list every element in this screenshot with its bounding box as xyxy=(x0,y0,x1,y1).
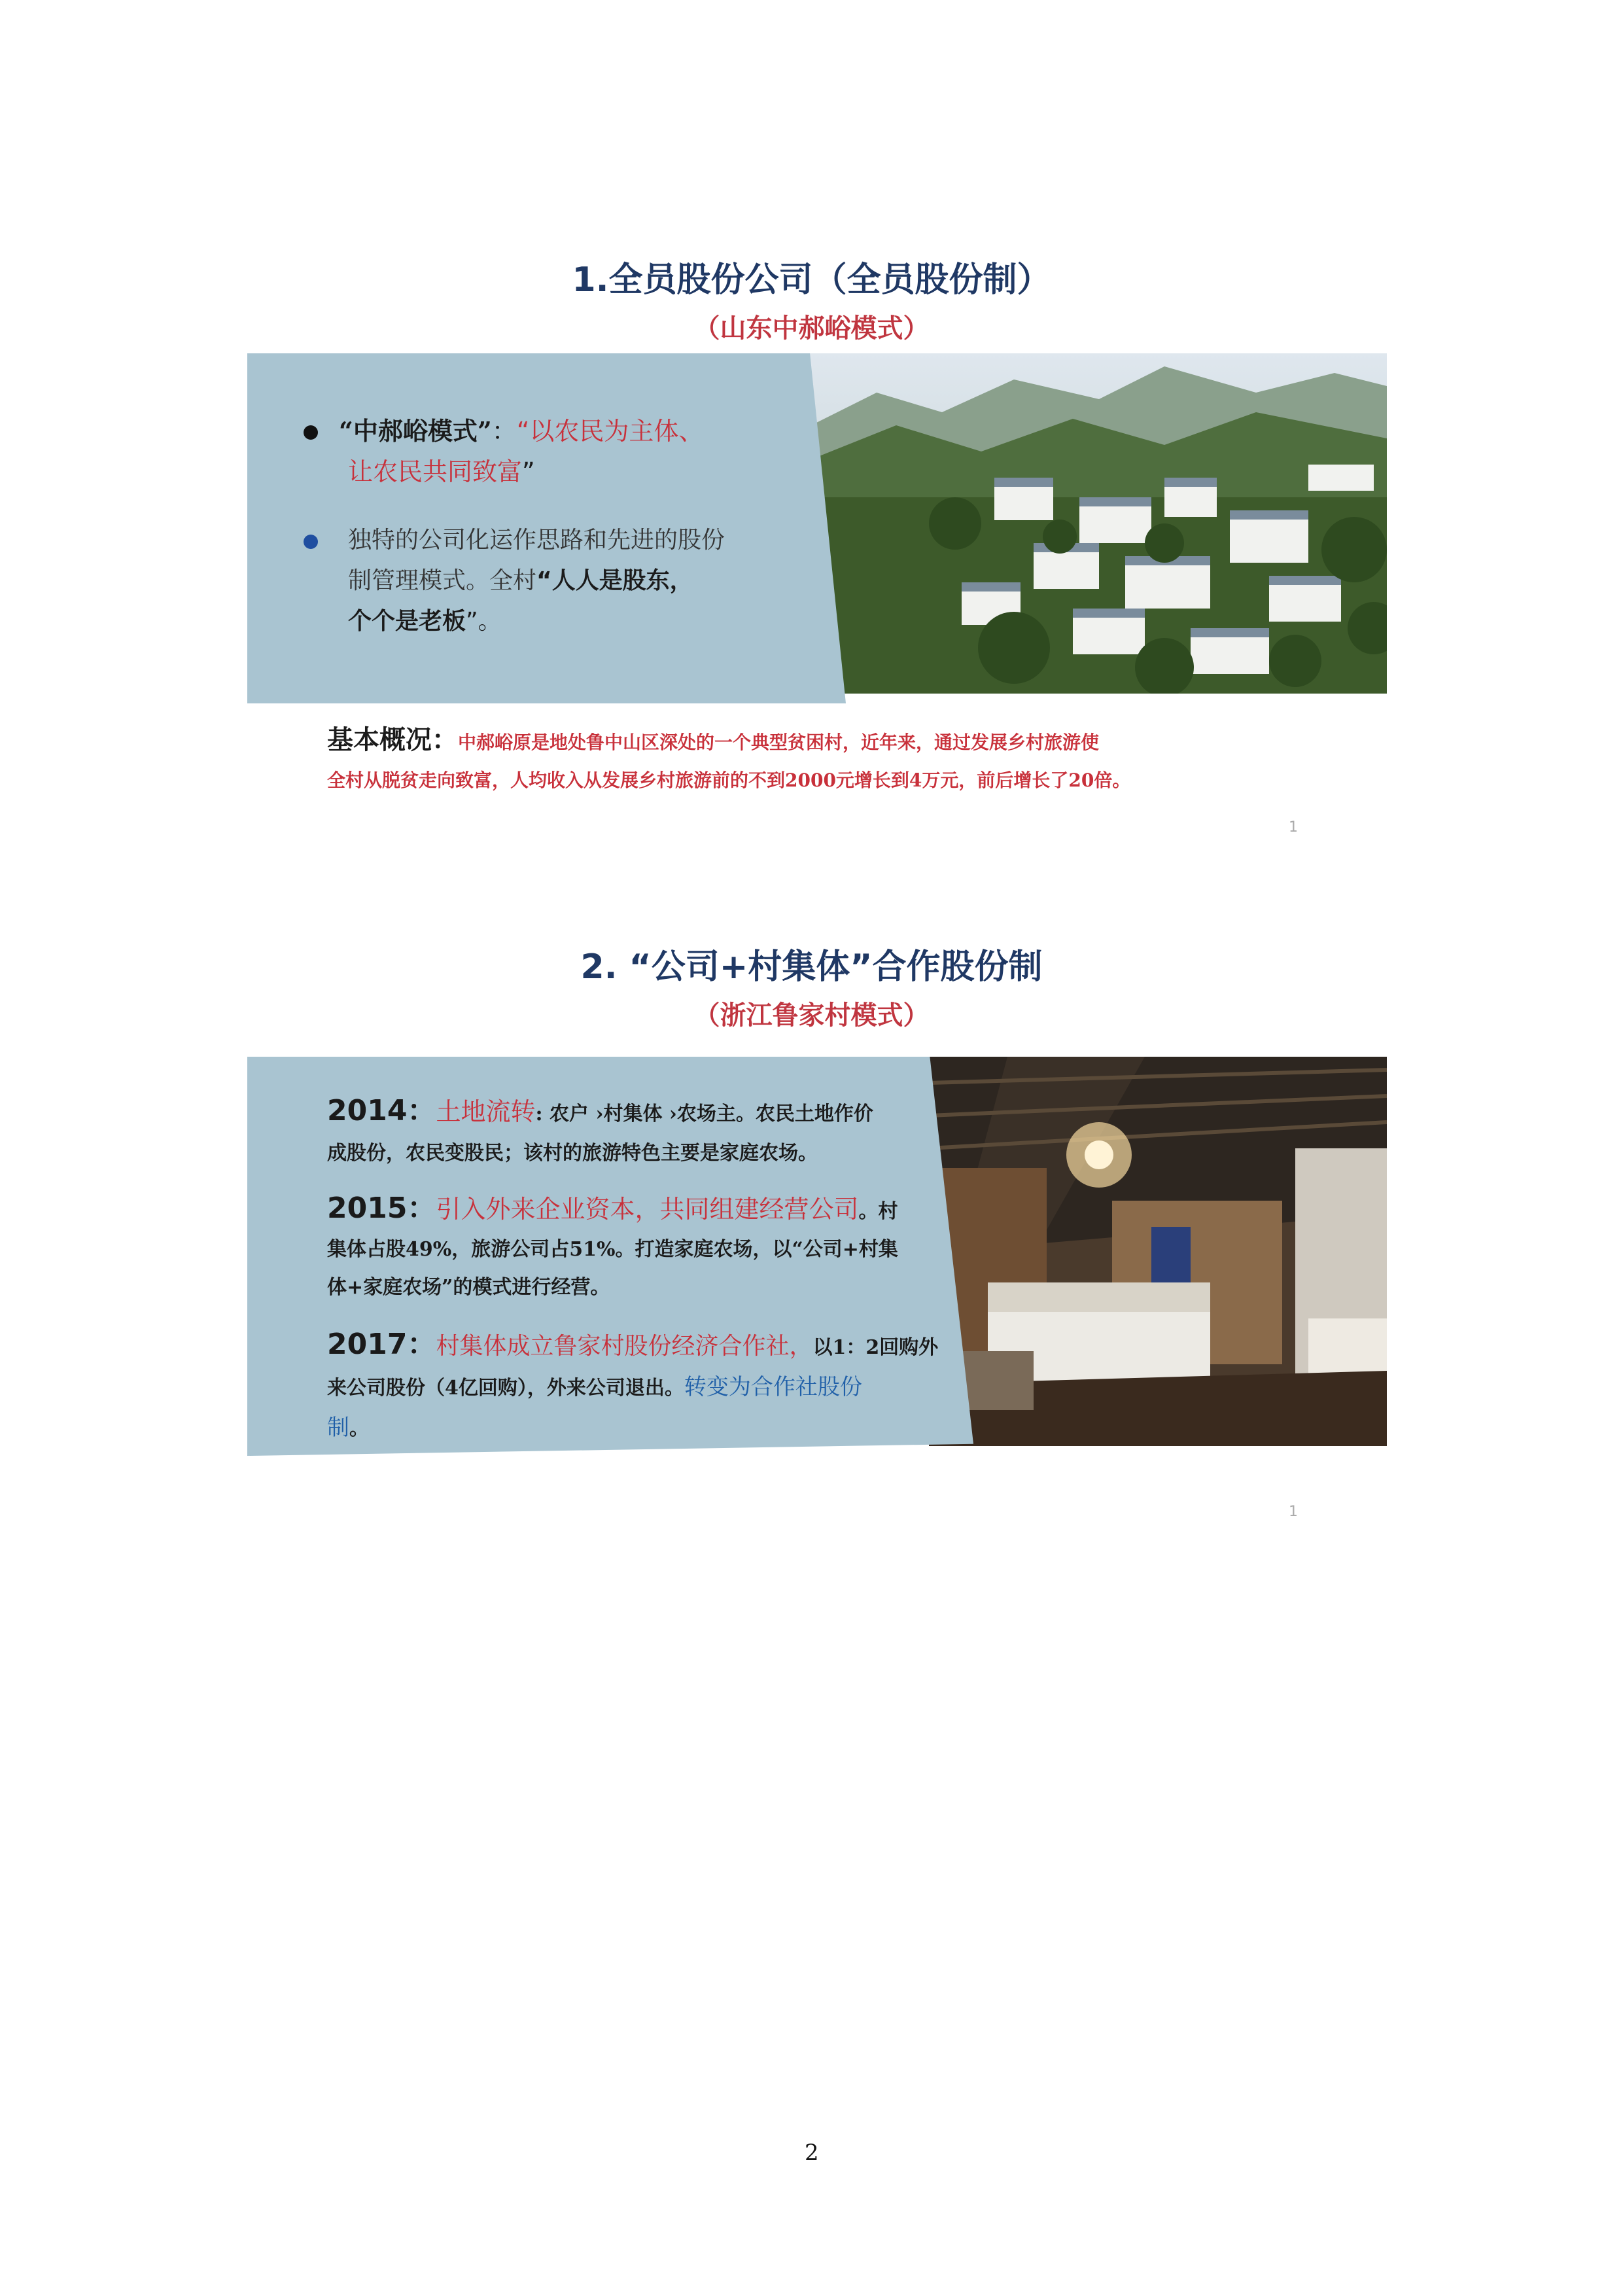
interior-photo xyxy=(929,1057,1387,1446)
overview-line2: 全村从脱贫走向致富，人均收入从发展乡村旅游前的不到2000元增长到4万元，前后增长了20倍。 xyxy=(327,769,1131,791)
slide1-page-number: 1 xyxy=(1289,819,1298,836)
village-photo xyxy=(798,353,1387,694)
entry-2017-line1: 以1：2回购外 xyxy=(812,1336,939,1359)
bullet1-quote-line2: 让农民共同致富 xyxy=(348,457,523,486)
entry-2015-line1: 。村 xyxy=(858,1200,898,1223)
bullet2-quote-line2: 个个是老板 xyxy=(348,608,466,635)
introduce-capital: 引入外来企业资本，共同组建经营公司 xyxy=(436,1195,859,1224)
entry-2017-line2: 来公司股份（4亿回购），外来公司退出。 xyxy=(327,1377,684,1400)
entry-2014-line2: 成股份，农民变股民；该村的旅游特色主要是家庭农场。 xyxy=(327,1142,818,1165)
year-2014: 2014： xyxy=(327,1094,436,1127)
slide2-subtitle: （浙江鲁家村模式） xyxy=(693,1000,930,1031)
slide1-subtitle: （山东中郝峪模式） xyxy=(693,313,930,344)
page-footer-number: 2 xyxy=(805,2140,819,2166)
bullet2-quote-line1: “人人是股东， xyxy=(536,567,693,594)
bullet-dot-icon xyxy=(304,425,318,440)
land-transfer: 土地流转 xyxy=(436,1097,536,1126)
bullet-2 xyxy=(319,520,816,642)
bullet1-quote-line1: “以农民为主体、 xyxy=(516,417,704,446)
year-2017: 2017： xyxy=(327,1328,436,1361)
bullet1-model-name: “中郝峪模式” xyxy=(339,416,492,446)
slide2-title: 2. “公司+村集体”合作股份制 xyxy=(580,947,1043,987)
timeline-2015 xyxy=(327,1190,981,1307)
cooperative-founded: 村集体成立鲁家村股份经济合作社， xyxy=(436,1333,813,1360)
bullet2-quote-end: ”。 xyxy=(466,608,502,635)
entry-2015-line3: 体+家庭农场”的模式进行经营。 xyxy=(327,1276,610,1299)
entry-2015-line2: 集体占股49%，旅游公司占51%。打造家庭农场，以“公司+村集 xyxy=(327,1238,898,1261)
bullet-1 xyxy=(319,411,816,492)
entry-2014-line1: : 农户 ›村集体 ›农场主。农民土地作价 xyxy=(535,1103,873,1125)
entry-2017-end: 。 xyxy=(349,1417,369,1440)
bullet2-line1: 独特的公司化运作思路和先进的股份 xyxy=(348,527,725,554)
bullet1-quote-end: ” xyxy=(522,457,535,486)
slide1-title: 1.全员股份公司（全员股份制） xyxy=(572,260,1051,300)
overview-line1: 中郝峪原是地处鲁中山区深处的一个典型贫困村，近年来，通过发展乡村旅游使 xyxy=(458,732,1100,753)
bullet2-line2: 制管理模式。全村 xyxy=(348,567,537,594)
entry-2017-line3: 制 xyxy=(327,1415,349,1441)
slide2-page-number: 1 xyxy=(1289,1504,1298,1520)
overview-label: 基本概况： xyxy=(327,725,458,755)
transform-cooperative: 转变为合作社股份 xyxy=(684,1374,862,1400)
bullet-dot-icon xyxy=(304,535,318,549)
bullet1-colon: ： xyxy=(491,417,517,446)
slide1-overview xyxy=(327,721,1374,800)
year-2015: 2015： xyxy=(327,1192,436,1225)
timeline-2017 xyxy=(327,1325,981,1449)
timeline-2014 xyxy=(327,1091,981,1173)
